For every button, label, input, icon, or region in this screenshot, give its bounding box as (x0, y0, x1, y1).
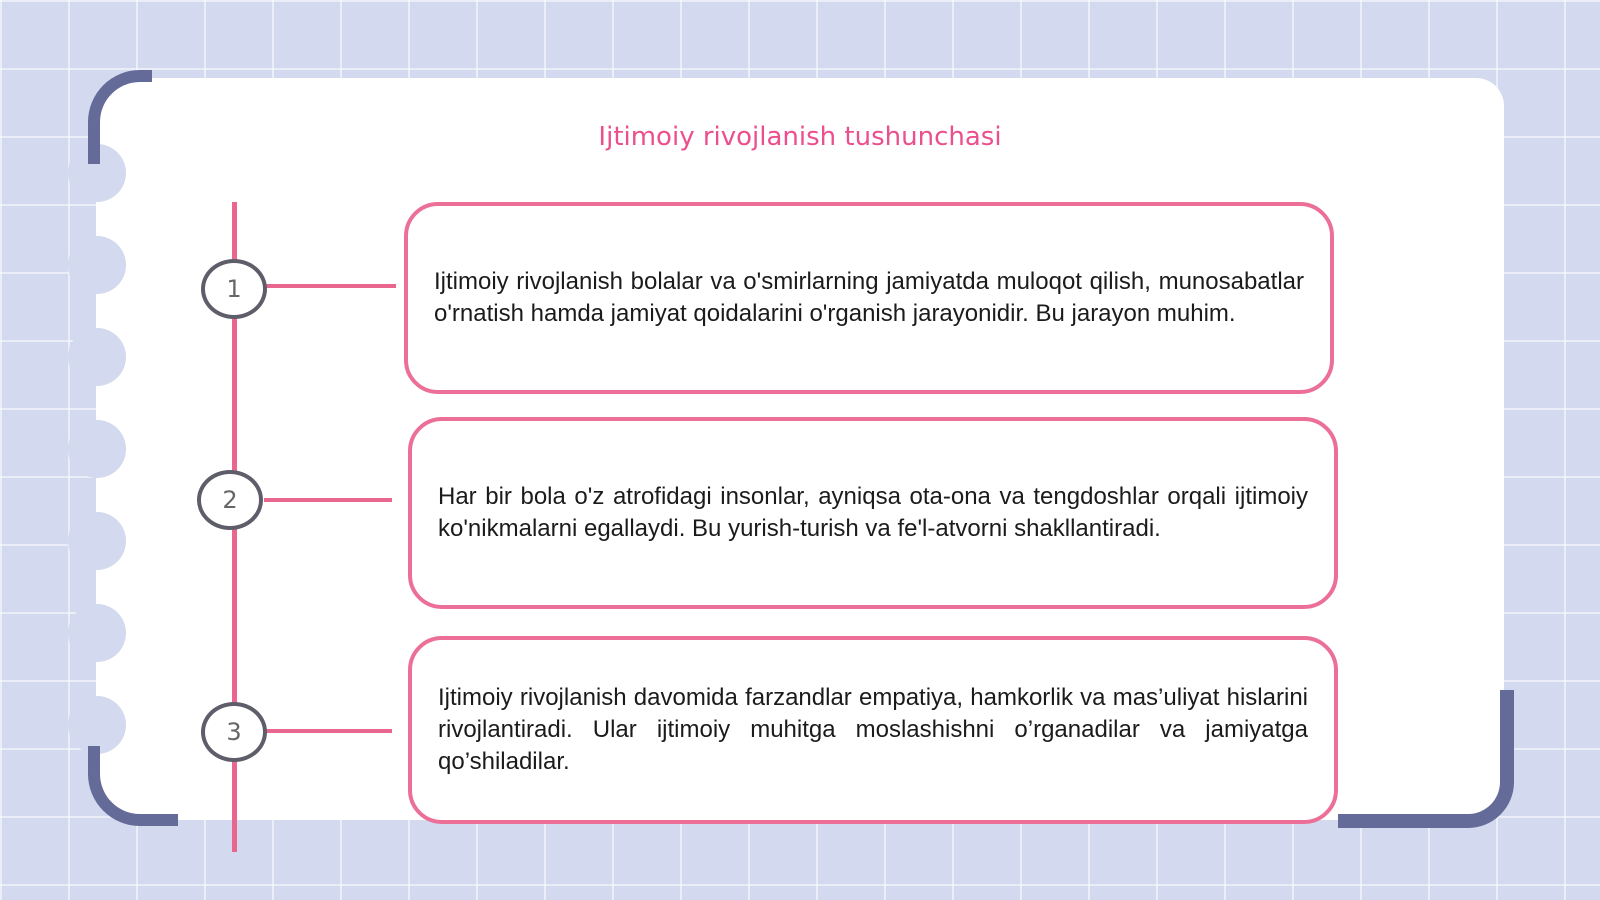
content-box-1 (404, 202, 1334, 394)
scallop-decoration (68, 236, 126, 294)
scallop-decoration (68, 328, 126, 386)
timeline-connector (266, 284, 396, 288)
content-text: Ijtimoiy rivojlanish davomida farzandlar empatiya, hamkorlik va mas’uliyat hislarini rivojlantiradi. Ular ijtimoiy muhitga moslashishni o’rganadilar va jamiyatga qo’shiladilar. (438, 684, 1308, 775)
step-number-label: 1 (226, 275, 242, 303)
corner-bracket-bottom-right (1338, 690, 1514, 828)
corner-bracket-bottom-left (88, 746, 178, 826)
slide-title: Ijtimoiy rivojlanish tushunchasi (598, 122, 1002, 152)
step-number-label: 3 (226, 718, 242, 746)
timeline-connector (266, 729, 392, 733)
scallop-decoration (68, 512, 126, 570)
step-number-label: 2 (222, 486, 238, 514)
content-box-2 (408, 417, 1338, 609)
scallop-decoration (68, 420, 126, 478)
step-number-1 (201, 259, 267, 319)
step-number-2 (197, 470, 263, 530)
step-number-3 (201, 702, 267, 762)
content-text: Har bir bola o'z atrofidagi insonlar, ayniqsa ota-ona va tengdoshlar orqali ijtimoiy ko'nikmalarni egallaydi. Bu yurish-turish va fe'l-atvorni shakllantiradi. (438, 483, 1308, 542)
content-text: Ijtimoiy rivojlanish bolalar va o'smirlarning jamiyatda muloqot qilish, munosabatlar o'rnatish hamda jamiyat qoidalarini o'rganish jarayonidir. Bu jarayon muhim. (434, 268, 1304, 327)
timeline-connector (264, 498, 392, 502)
content-box-3 (408, 636, 1338, 824)
scallop-decoration (68, 604, 126, 662)
